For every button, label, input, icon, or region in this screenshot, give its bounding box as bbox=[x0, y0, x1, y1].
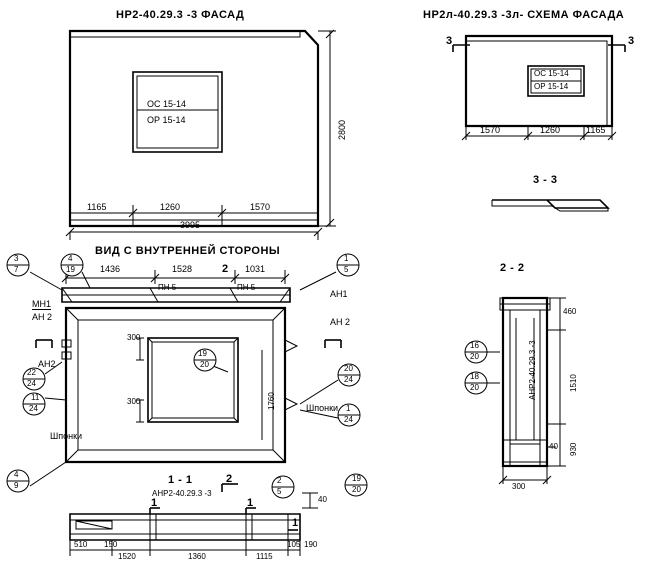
balloon-3-top: 22 bbox=[27, 368, 36, 377]
facade-dim-height: 2800 bbox=[337, 119, 347, 140]
facade-dim-right: 1570 bbox=[250, 202, 271, 212]
balloon-1-bottom: 19 bbox=[66, 265, 75, 274]
balloon-2-top: 1 bbox=[344, 254, 349, 263]
scheme-dim-left: 1570 bbox=[480, 125, 501, 135]
s11-dim-4: 1360 bbox=[188, 552, 206, 561]
section-1-1-title: 1 - 1 bbox=[168, 474, 193, 486]
win-dim-left-top: 300 bbox=[127, 333, 141, 342]
balloon-2-bottom: 5 bbox=[344, 265, 349, 274]
inner-view-title: ВИД С ВНУТРЕННЕЙ СТОРОНЫ bbox=[95, 245, 281, 257]
balloon-10-bottom: 20 bbox=[352, 485, 361, 494]
facade-window-label-top: ОС 15-14 bbox=[147, 99, 187, 109]
s22-balloon-1-bottom: 20 bbox=[470, 383, 479, 392]
facade-scheme-title: НР2л-40.29.3 -3л- СХЕМА ФАСАДА bbox=[423, 9, 625, 21]
section-2-2-title: 2 - 2 bbox=[500, 262, 525, 274]
inner-dim-right-height: 1760 bbox=[267, 392, 276, 410]
balloon-0-bottom: 7 bbox=[14, 265, 19, 274]
section-3-3-title: 3 - 3 bbox=[533, 174, 558, 186]
s22-balloon-0-bottom: 20 bbox=[470, 352, 479, 361]
balloon-5-top: 20 bbox=[344, 364, 353, 373]
facade-title: НР2-40.29.3 -3 ФАСАД bbox=[116, 9, 245, 21]
scheme-window-label-top: ОС 15-14 bbox=[534, 69, 569, 78]
balloon-6-bottom: 24 bbox=[344, 415, 353, 424]
s11-mark-3: 1 bbox=[292, 517, 299, 529]
inner-dim-c: 1031 bbox=[245, 264, 266, 274]
facade-drawing bbox=[66, 30, 336, 240]
balloon-8-top: 19 bbox=[198, 349, 207, 358]
inner-view-drawing bbox=[30, 270, 341, 486]
s22-dim-width: 300 bbox=[512, 482, 526, 491]
balloon-9-top: 2 bbox=[277, 476, 282, 485]
s11-mark-1: 1 bbox=[151, 497, 158, 509]
win-dim-left-bottom: 300 bbox=[127, 397, 141, 406]
balloon-9-bottom: 5 bbox=[277, 487, 282, 496]
s22-mark-vertical: АНР2-40.29.3 -3 bbox=[528, 340, 537, 400]
inner-dim-b: 1528 bbox=[172, 264, 193, 274]
inner-mid-mark: 2 bbox=[222, 263, 229, 275]
section-2-2-drawing bbox=[487, 298, 566, 484]
scheme-window-label-bottom: ОР 15-14 bbox=[534, 82, 569, 91]
anchor-an2-label-mid: АН2 bbox=[38, 359, 56, 369]
facade-dim-left: 1165 bbox=[87, 202, 107, 212]
facade-dim-total: 3995 bbox=[180, 220, 201, 230]
balloon-5-bottom: 24 bbox=[344, 375, 353, 384]
panel-left-label: ПН 5 bbox=[158, 283, 177, 292]
inner-dim-a: 1436 bbox=[100, 264, 121, 274]
anchor-an2-label-right: АН 2 bbox=[330, 317, 351, 327]
s11-cut-left: 2 bbox=[226, 473, 233, 485]
section-3-3-drawing bbox=[492, 200, 608, 211]
scheme-dim-mid: 1260 bbox=[540, 125, 561, 135]
s11-dim-3: 1520 bbox=[118, 552, 136, 561]
s22-dim-bottom: 930 bbox=[569, 442, 578, 456]
balloon-10-top: 19 bbox=[352, 474, 361, 483]
section-1-1-mark: АНР2-40.29.3 -3 bbox=[152, 489, 212, 498]
s11-mark-2: 1 bbox=[247, 497, 254, 509]
s11-dim-6: 105 bbox=[287, 540, 301, 549]
anchor-an1-label: АН1 bbox=[330, 289, 348, 299]
balloon-0-top: 3 bbox=[14, 254, 19, 263]
s11-dim-right: 40 bbox=[318, 495, 327, 504]
scheme-cut-left-label: 3 bbox=[446, 35, 453, 47]
s22-dim-small: 40 bbox=[549, 442, 558, 451]
balloon-1-top: 4 bbox=[68, 254, 73, 263]
scheme-dim-right: 1165 bbox=[586, 125, 606, 135]
panel-right-label: ПН 5 bbox=[237, 283, 256, 292]
balloon-6-top: 1 bbox=[346, 404, 351, 413]
dowel-right-label: Шпонки bbox=[306, 403, 339, 413]
facade-window-label-bottom: ОР 15-14 bbox=[147, 115, 186, 125]
s11-dim-1: 510 bbox=[74, 540, 88, 549]
balloon-8-bottom: 20 bbox=[200, 360, 209, 369]
facade-dim-mid: 1260 bbox=[160, 202, 181, 212]
balloon-7-top: 4 bbox=[14, 470, 19, 479]
s11-dim-2: 150 bbox=[104, 540, 118, 549]
s11-dim-7: 190 bbox=[304, 540, 318, 549]
s22-dim-top: 460 bbox=[563, 307, 577, 316]
balloon-4-bottom: 24 bbox=[29, 404, 38, 413]
anchor-mn1-label: МН1 bbox=[32, 299, 52, 309]
dowel-left-label: Шпонки bbox=[50, 431, 83, 441]
anchor-an2-label-top: АН 2 bbox=[32, 312, 53, 322]
balloon-4-top: 11 bbox=[31, 393, 40, 402]
s11-dim-5: 1115 bbox=[256, 552, 273, 561]
scheme-cut-right-label: 3 bbox=[628, 35, 635, 47]
s22-dim-mid: 1510 bbox=[569, 374, 578, 392]
s22-balloon-0-top: 16 bbox=[470, 341, 479, 350]
balloon-3-bottom: 24 bbox=[27, 379, 36, 388]
s22-balloon-1-top: 18 bbox=[470, 372, 479, 381]
balloon-7-bottom: 9 bbox=[14, 481, 19, 490]
